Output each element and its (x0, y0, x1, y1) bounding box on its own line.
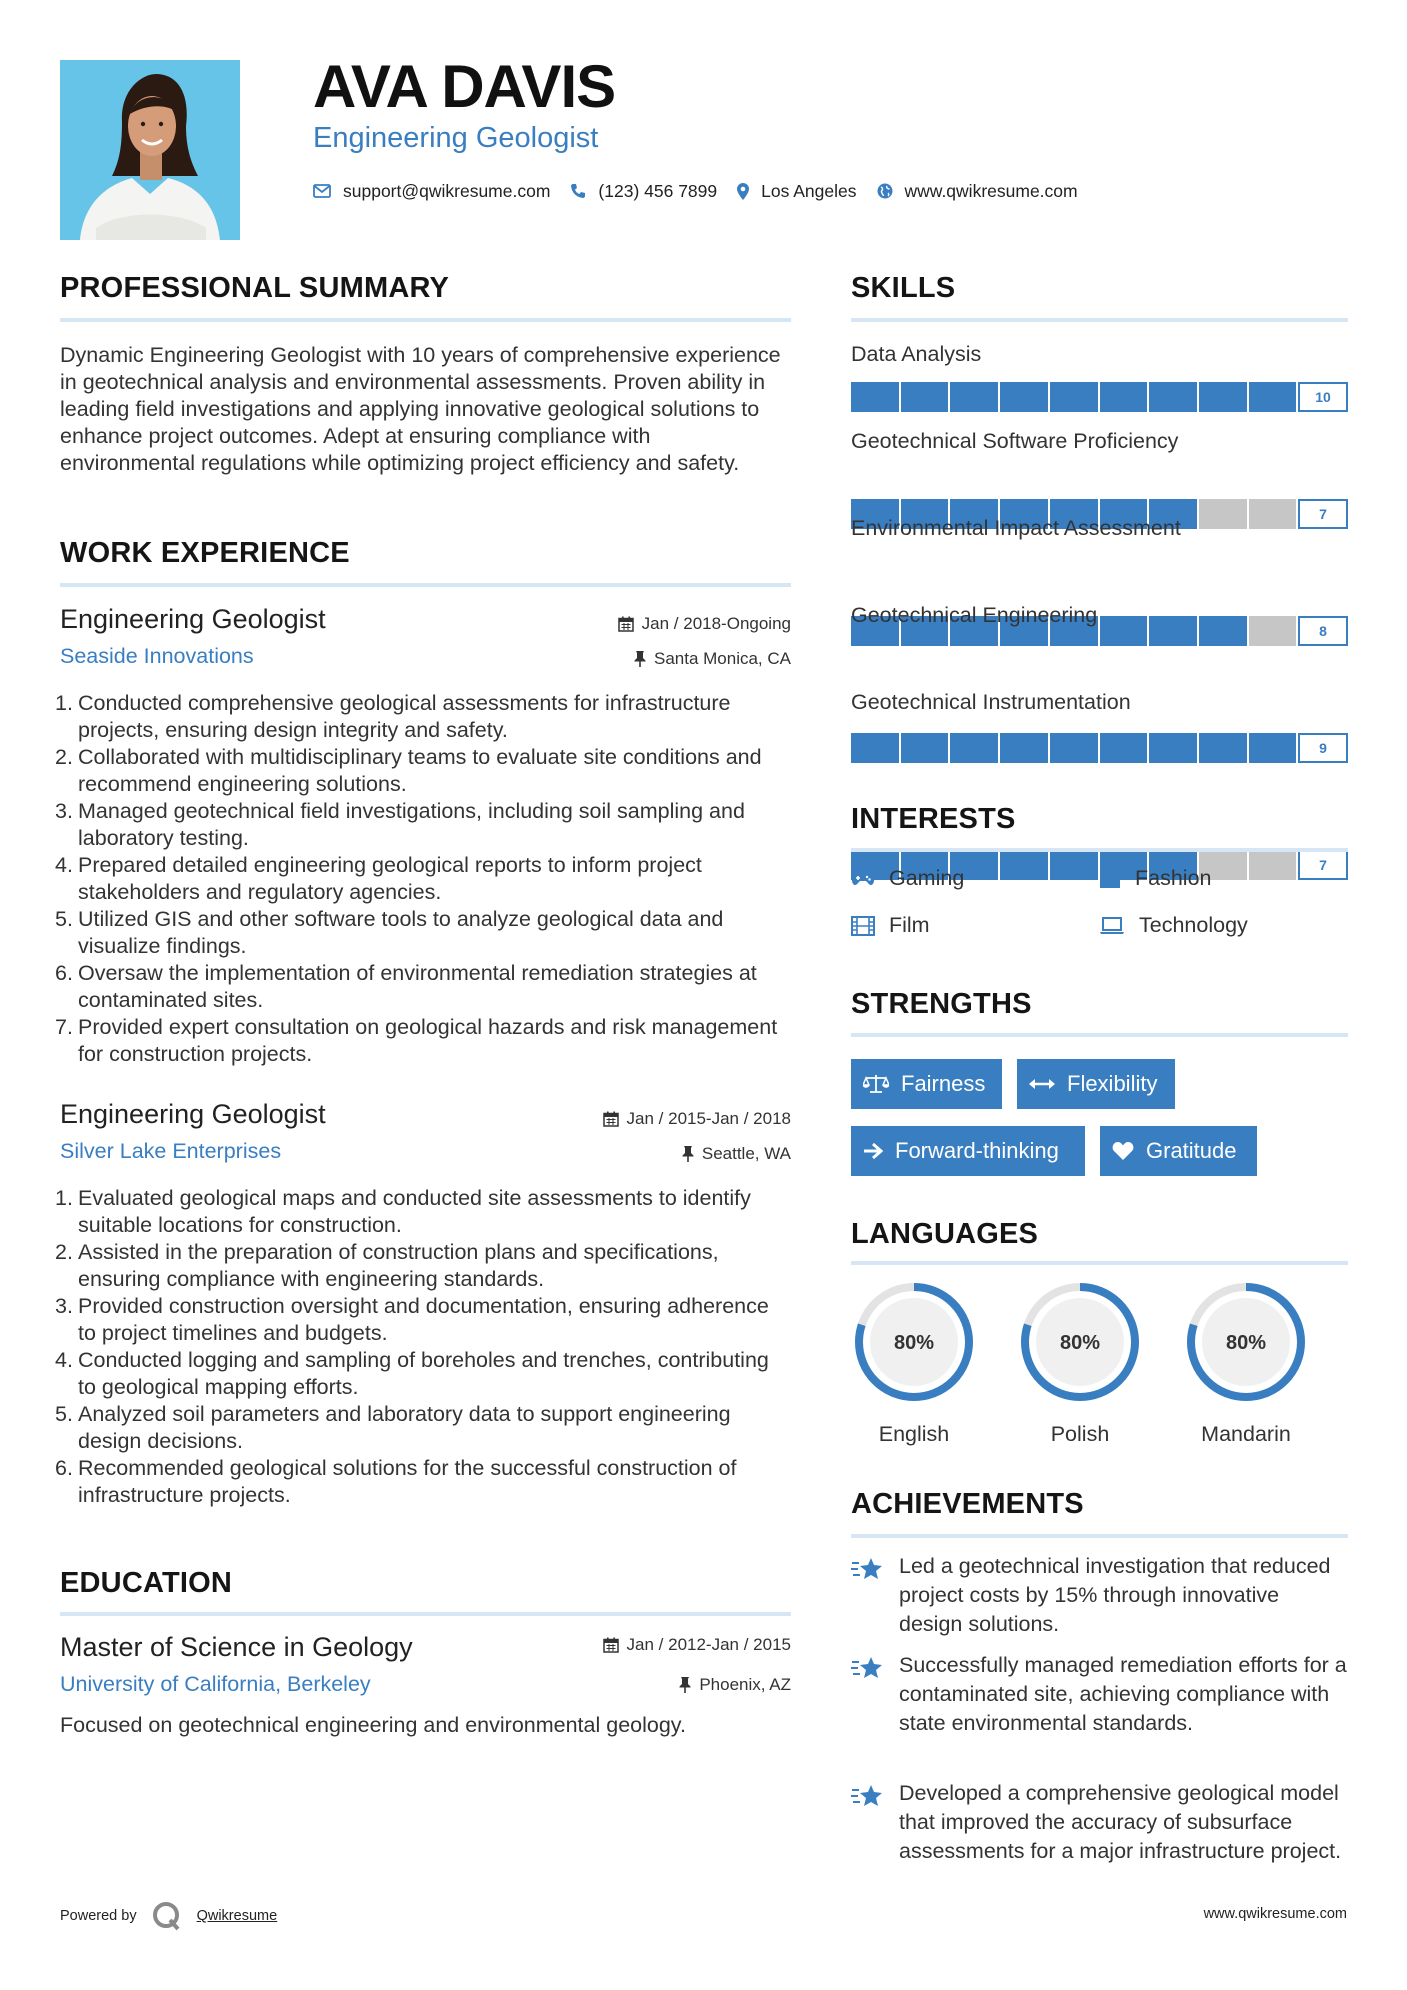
calendar-icon (603, 1111, 619, 1127)
job-title: Engineering Geologist (60, 604, 326, 634)
qwikresume-logo-icon (151, 1900, 183, 1932)
interest-item (1099, 913, 1248, 938)
language-item (1183, 1279, 1309, 1447)
pushpin-icon (682, 1146, 694, 1162)
interest-label: Gaming (889, 866, 965, 890)
education-heading: EDUCATION (60, 1567, 233, 1599)
list-item: 4. Prepared detailed engineering geological reports to inform project stakeholders and regulatory agencies. (55, 853, 702, 904)
skill-bar-segment (1149, 616, 1199, 646)
language-item (1017, 1279, 1143, 1447)
education-header (60, 1632, 791, 1708)
language-ring (851, 1279, 977, 1405)
achievements-divider (851, 1534, 1348, 1538)
skill-label: Geotechnical Instrumentation (851, 690, 1131, 714)
language-percent: 80% (893, 1332, 935, 1354)
summary-divider (60, 318, 791, 322)
job-dates (603, 1109, 791, 1129)
achievement-text: Successfully managed remediation efforts for a contaminated site, achieving compliance with state environmental standards. (899, 1653, 1347, 1735)
education-dates (603, 1635, 791, 1655)
language-percent: 80% (1059, 1332, 1101, 1354)
education-location (679, 1675, 791, 1695)
skills-heading: SKILLS (851, 272, 956, 304)
list-item: 1. Conducted comprehensive geological assessments for infrastructure projects, ensuring design integrity and safety. (55, 691, 731, 742)
skill-bar-segment (1149, 382, 1199, 412)
gamepad-icon (851, 871, 875, 887)
list-item: 4. Conducted logging and sampling of boreholes and trenches, contributing to geological mapping efforts. (55, 1348, 769, 1399)
summary-text: Dynamic Engineering Geologist with 10 years of comprehensive experience in geotechnical analysis and environmental assessments. Proven ability in leading field investigations and applying innovative geological solutions to enhance project outcomes. Adept at ensuring compliance with environmental regulations while optimizing project efficiency and safety. (60, 343, 781, 475)
languages-heading: LANGUAGES (851, 1218, 1039, 1250)
job-location-text: Seattle, WA (701, 1144, 791, 1163)
list-item: 7. Provided expert consultation on geological hazards and risk management for construction projects. (55, 1015, 778, 1066)
powered-by-label: Powered by (60, 1908, 137, 1924)
skill-bar-segment (1199, 382, 1249, 412)
education-divider (60, 1612, 791, 1616)
contact-row (313, 178, 1098, 204)
phone-icon (570, 183, 586, 199)
skill-label: Geotechnical Engineering (851, 603, 1098, 627)
skill-bar-segment (1100, 382, 1150, 412)
skill-bar-segment (1249, 499, 1299, 529)
contact-phone[interactable] (570, 181, 717, 202)
contact-website[interactable] (877, 181, 1078, 202)
interest-label: Fashion (1135, 866, 1212, 890)
languages-divider (851, 1261, 1348, 1265)
strength-label: Forward-thinking (895, 1138, 1059, 1163)
laptop-icon (1099, 917, 1125, 935)
skill-label: Data Analysis (851, 342, 982, 366)
language-ring (1183, 1279, 1309, 1405)
shooting-star-icon (851, 1781, 885, 1811)
skill-bar-segment (851, 733, 901, 763)
list-item: 3. Provided construction oversight and documentation, ensuring adherence to project timelines and budgets. (55, 1294, 769, 1345)
pushpin-icon (634, 651, 646, 667)
skill-bar-segment (901, 733, 951, 763)
strength-pill (851, 1126, 1085, 1176)
job-company: Silver Lake Enterprises (60, 1139, 282, 1163)
interest-label: Film (889, 913, 930, 937)
list-item: 6. Oversaw the implementation of environmental remediation strategies at contaminated sites. (55, 961, 757, 1012)
achievement-text: Developed a comprehensive geological model that improved the accuracy of subsurface assessments for a major infrastructure project. (899, 1781, 1342, 1863)
language-item (851, 1279, 977, 1447)
skill-bar-segment (1249, 382, 1299, 412)
strength-label: Fairness (901, 1071, 986, 1096)
list-item: 5. Utilized GIS and other software tools to analyze geological data and visualize findings. (55, 907, 724, 958)
envelope-icon (313, 184, 331, 198)
candidate-title: Engineering Geologist (313, 122, 599, 154)
interest-item (1099, 866, 1212, 891)
strength-label: Flexibility (1067, 1071, 1158, 1096)
contact-location (737, 181, 856, 202)
strength-label: Gratitude (1146, 1138, 1237, 1163)
contact-location-text: Los Angeles (761, 180, 857, 201)
skill-bar-segment (1199, 733, 1249, 763)
interest-label: Technology (1139, 913, 1248, 937)
achievement-item (851, 1779, 1348, 1866)
language-percent: 80% (1225, 1332, 1267, 1354)
strength-pill (851, 1059, 1002, 1109)
arrow-right-icon (863, 1142, 883, 1160)
job-location (634, 649, 791, 669)
job-header (60, 1099, 791, 1175)
brand-link[interactable]: Qwikresume (196, 1908, 278, 1924)
skill-bar-segment (1100, 733, 1150, 763)
education-degree: Master of Science in Geology (60, 1632, 413, 1662)
experience-divider (60, 583, 791, 587)
skill-bar-segment (851, 382, 901, 412)
list-item: 2. Collaborated with multidisciplinary teams to evaluate site conditions and recommend engineering solutions. (55, 745, 762, 796)
language-ring (1017, 1279, 1143, 1405)
skill-label: Environmental Impact Assessment (851, 516, 1181, 540)
education-dates-text: Jan / 2012-Jan / 2015 (626, 1635, 791, 1654)
skill-bar-segment (1100, 616, 1150, 646)
shooting-star-icon (851, 1554, 885, 1584)
job-dates-text: Jan / 2015-Jan / 2018 (626, 1109, 791, 1128)
skill-bar-segment (1149, 733, 1199, 763)
interests-divider (851, 848, 1348, 852)
footer-site[interactable]: www.qwikresume.com (1203, 1906, 1347, 1922)
job-dates (618, 614, 791, 634)
list-item: 2. Assisted in the preparation of construction plans and specifications, ensuring compliance with engineering standards. (55, 1240, 719, 1291)
skill-bar-segment (1199, 616, 1249, 646)
skills-divider (851, 318, 1348, 322)
job-dates-text: Jan / 2018-Ongoing (641, 614, 791, 633)
shopping-bag-icon (1099, 869, 1121, 889)
skill-bar-segment (1249, 733, 1299, 763)
contact-email[interactable] (313, 181, 550, 202)
shooting-star-icon (851, 1653, 885, 1683)
interest-item (851, 866, 964, 891)
calendar-icon (618, 616, 634, 632)
skill-label: Geotechnical Software Proficiency (851, 429, 1179, 453)
skill-bar-segment (1000, 850, 1050, 880)
pushpin-icon (679, 1677, 691, 1693)
language-name: English (878, 1422, 950, 1446)
skill-score-badge: 8 (1298, 616, 1348, 646)
job-bullets (55, 690, 791, 1068)
skill-bar-segment (1249, 616, 1299, 646)
skill-bar-segment (1050, 382, 1100, 412)
profile-photo (60, 60, 240, 240)
arrows-horizontal-icon (1029, 1077, 1055, 1091)
interest-item (851, 913, 930, 938)
strengths-heading: STRENGTHS (851, 988, 1032, 1020)
contact-website-text: www.qwikresume.com (904, 180, 1078, 201)
strength-pill (1017, 1059, 1175, 1109)
skill-bar-segment (901, 382, 951, 412)
education-location-text: Phoenix, AZ (699, 1675, 791, 1694)
experience-heading: WORK EXPERIENCE (60, 537, 350, 569)
skill-score-badge: 10 (1298, 382, 1348, 412)
contact-phone-text: (123) 456 7899 (598, 180, 718, 201)
achievement-text: Led a geotechnical investigation that reduced project costs by 15% through innovative design solutions. (899, 1554, 1331, 1636)
skill-bar (851, 382, 1348, 412)
skill-bar-segment (1050, 733, 1100, 763)
balance-scale-icon (863, 1074, 889, 1094)
skill-bar (851, 733, 1348, 763)
candidate-name: AVA DAVIS (313, 53, 616, 120)
job-location-text: Santa Monica, CA (653, 649, 791, 668)
list-item: 3. Managed geotechnical field investigations, including soil sampling and laboratory testing. (55, 799, 745, 850)
footer-powered-by (60, 1900, 277, 1932)
skill-bar-segment (950, 733, 1000, 763)
language-name: Polish (1050, 1422, 1110, 1446)
skill-score-badge: 7 (1298, 499, 1348, 529)
globe-icon (877, 183, 893, 199)
skill-bar-segment (1050, 850, 1100, 880)
skill-bar-segment (1199, 499, 1249, 529)
map-marker-icon (737, 183, 749, 200)
strength-pill (1100, 1126, 1257, 1176)
film-icon (851, 916, 875, 936)
interests-heading: INTERESTS (851, 803, 1016, 835)
summary-heading: PROFESSIONAL SUMMARY (60, 272, 450, 304)
calendar-icon (603, 1637, 619, 1653)
job-bullets (55, 1185, 791, 1509)
skill-score-badge: 7 (1298, 850, 1348, 880)
education-description: Focused on geotechnical engineering and environmental geology. (60, 1713, 686, 1737)
job-header (60, 604, 791, 680)
strengths-divider (851, 1033, 1348, 1037)
job-location (682, 1144, 791, 1164)
achievements-heading: ACHIEVEMENTS (851, 1488, 1084, 1520)
job-company: Seaside Innovations (60, 644, 254, 668)
education-school: University of California, Berkeley (60, 1672, 371, 1696)
skill-bar-segment (950, 382, 1000, 412)
skill-bar-segment (1000, 382, 1050, 412)
skill-score-badge: 9 (1298, 733, 1348, 763)
list-item: 5. Analyzed soil parameters and laboratory data to support engineering design decisions. (55, 1402, 731, 1453)
list-item: 1. Evaluated geological maps and conducted site assessments to identify suitable locations for construction. (55, 1186, 751, 1237)
skill-bar-segment (1249, 850, 1299, 880)
language-name: Mandarin (1201, 1422, 1291, 1446)
skill-bar-segment (1000, 733, 1050, 763)
achievement-item (851, 1651, 1348, 1738)
job-title: Engineering Geologist (60, 1099, 326, 1129)
list-item: 6. Recommended geological solutions for the successful construction of infrastructure projects. (55, 1456, 737, 1507)
achievement-item (851, 1552, 1348, 1639)
heart-icon (1112, 1141, 1134, 1161)
contact-email-text: support@qwikresume.com (343, 180, 551, 201)
